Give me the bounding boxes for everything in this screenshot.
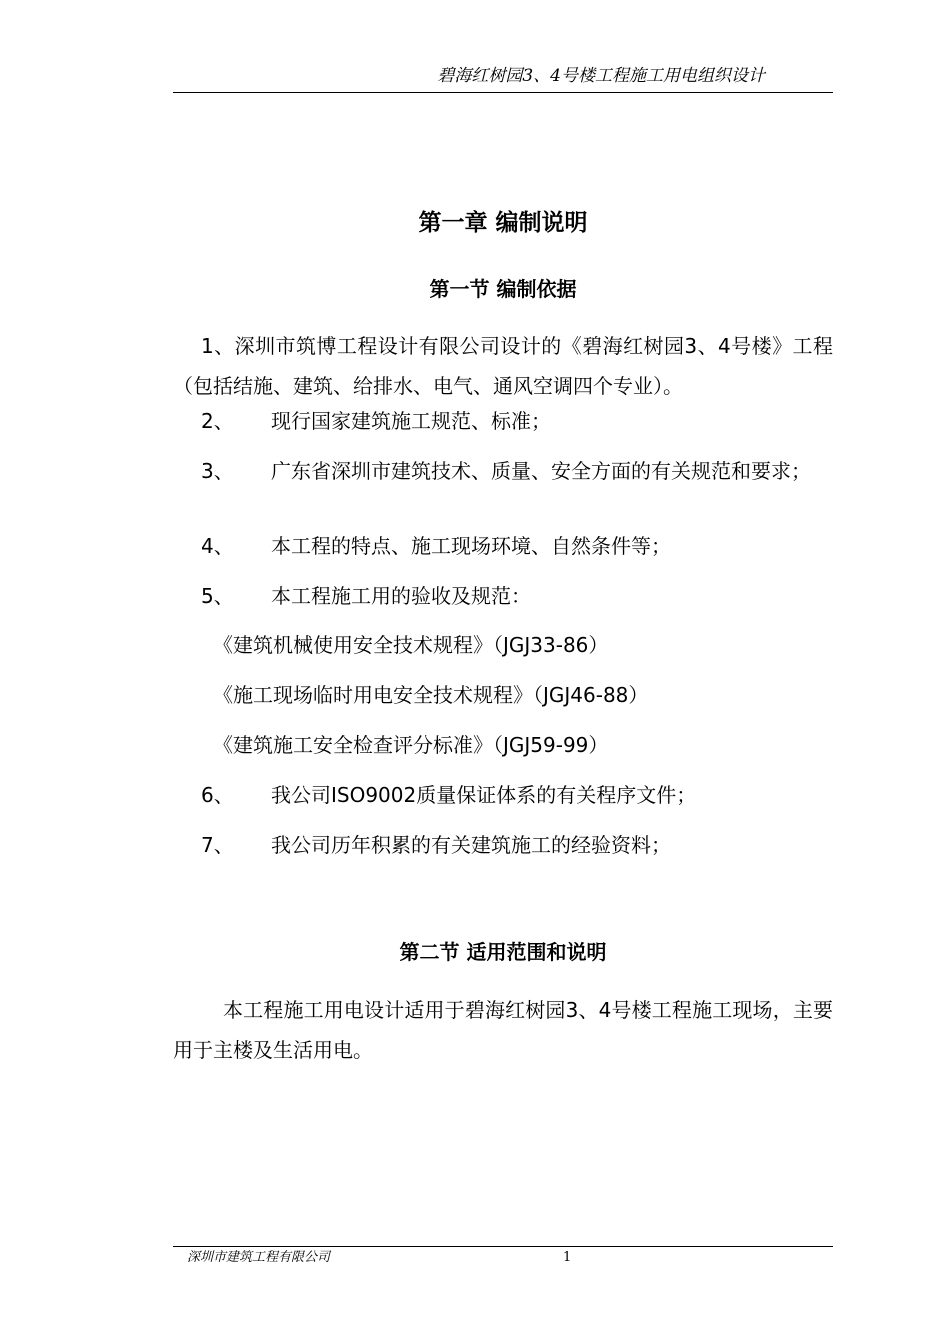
item-number: 4、 <box>201 534 234 558</box>
page-number: 1 <box>563 1250 572 1265</box>
standard-reference: 《建筑施工安全检查评分标准》（JGJ59-99） <box>213 733 609 757</box>
item-text: 我公司历年积累的有关建筑施工的经验资料； <box>271 833 671 857</box>
chapter-title: 第一章 编制说明 <box>418 210 588 236</box>
list-item <box>173 576 861 616</box>
item-text: 广东省深圳市建筑技术、质量、安全方面的有关规范和要求； <box>271 459 811 483</box>
standard-reference: 《建筑机械使用安全技术规程》（JGJ33-86） <box>213 633 609 657</box>
item-number: 5、 <box>201 584 234 608</box>
item-text: 现行国家建筑施工规范、标准； <box>271 409 551 433</box>
list-item <box>173 825 861 865</box>
page-header <box>173 64 833 93</box>
list-item <box>173 326 833 406</box>
scope-paragraph: 本工程施工用电设计适用于碧海红树园3、4号楼工程施工现场，主要用于主楼及生活用电。 <box>173 998 833 1062</box>
standard-reference: 《施工现场临时用电安全技术规程》（JGJ46-88） <box>213 683 649 707</box>
list-item <box>173 775 861 815</box>
item-text: 我公司ISO9002质量保证体系的有关程序文件； <box>271 783 697 807</box>
list-item <box>173 451 833 491</box>
item-number: 1、 <box>201 334 235 358</box>
item-number: 6、 <box>201 783 234 807</box>
item-number: 2、 <box>201 409 234 433</box>
document-title: 碧海红树园3、4号楼工程施工用电组织设计 <box>437 66 765 86</box>
list-item <box>173 526 861 566</box>
item-text: 深圳市筑博工程设计有限公司设计的《碧海红树园3、4号楼》工程（包括结施、建筑、给排水、电气、通风空调四个专业）。 <box>173 334 833 398</box>
footer-company: 深圳市建筑工程有限公司 <box>187 1250 331 1265</box>
item-number: 7、 <box>201 833 234 857</box>
item-text: 本工程的特点、施工现场环境、自然条件等； <box>271 534 671 558</box>
page-footer <box>173 1246 833 1271</box>
item-text: 本工程施工用的验收及规范： <box>271 584 531 608</box>
section-title-basis: 第一节 编制依据 <box>429 277 577 301</box>
list-item <box>173 401 861 441</box>
item-number: 3、 <box>201 459 234 483</box>
section-title-scope: 第二节 适用范围和说明 <box>399 940 607 964</box>
